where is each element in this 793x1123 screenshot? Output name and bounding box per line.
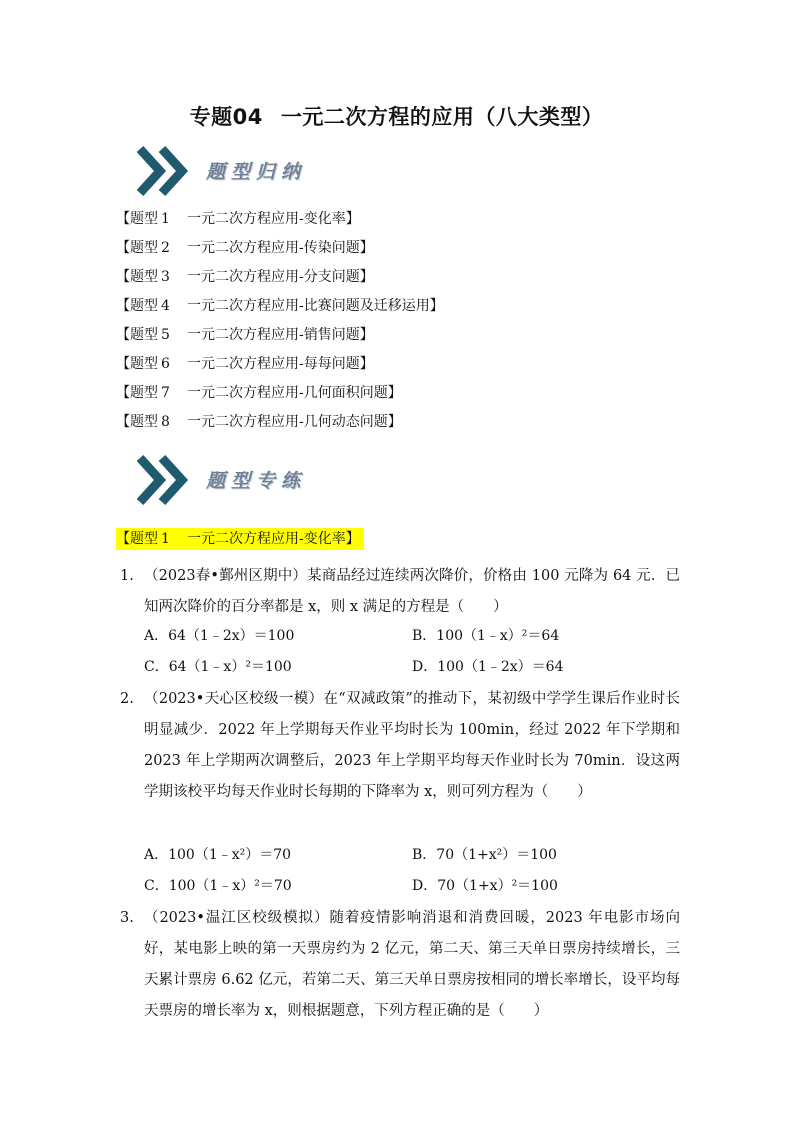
option-b: B．70（1+x²）＝100 xyxy=(412,847,557,863)
page-title xyxy=(0,101,793,131)
topic-item: 【题型 5 一元二次方程应用-销售问题】 xyxy=(116,327,374,343)
section-banner-practice xyxy=(136,452,336,508)
double-chevron-icon xyxy=(136,452,196,508)
question-stem: （2023春•鄞州区期中）某商品经过连续两次降价，价格由 100 元降为 64 元．已知两次降价的百分率都是 x，则 x 满足的方程是（ ） xyxy=(144,568,680,615)
question-stem: （2023•天心区校级一模）在“双减政策”的推动下，某初级中学学生课后作业时长明显减少．2022 年上学期每天作业平均时长为 100min，经过 2022 年下学期和 2023 年上学期两次调整后，2023 年上学期平均每天作业时长为 70min．设这两学期该校平均每天作业时长每期的下降率为 x，则可列方程为（ ） xyxy=(144,691,680,800)
section-heading: 【题型 1 一元二次方程应用-变化率】 xyxy=(116,528,364,550)
option-a: A．100（1﹣x²）＝70 xyxy=(144,847,292,863)
banner-label: 题型归纳 xyxy=(206,161,307,183)
section-banner-summary xyxy=(136,143,336,199)
option-c: C．100（1﹣x）²＝70 xyxy=(144,878,292,894)
question-number: 1. xyxy=(120,568,134,584)
topic-list xyxy=(116,205,444,437)
question-stem: （2023•温江区校级模拟）随着疫情影响消退和消费回暖，2023 年电影市场向好，某电影上映的第一天票房约为 2 亿元，第二天、第三天单日票房持续增长，三天累计票房 6.62 亿元，若第二天、第三天单日票房按相同的增长率增长，设平均每天票房的增长率为 x，则根据题意，下列方程正确的是（ ） xyxy=(144,910,680,1019)
title-main: 专题04 xyxy=(189,105,263,129)
banner-label: 题型专练 xyxy=(206,470,307,492)
topic-item: 【题型 6 一元二次方程应用-每每问题】 xyxy=(116,356,374,372)
option-b: B．100（1﹣x）²＝64 xyxy=(412,628,560,644)
title-sub: 一元二次方程的应用（八大类型） xyxy=(280,105,604,129)
question-1 xyxy=(120,561,680,623)
topic-item: 【题型 3 一元二次方程应用-分支问题】 xyxy=(116,269,374,285)
question-3 xyxy=(120,903,680,1027)
topic-item: 【题型 8 一元二次方程应用-几何动态问题】 xyxy=(116,414,402,430)
topic-item: 【题型 7 一元二次方程应用-几何面积问题】 xyxy=(116,385,402,401)
option-a: A．64（1﹣2x）＝100 xyxy=(144,628,295,644)
question-2 xyxy=(120,684,680,808)
question-number: 2. xyxy=(120,691,134,707)
double-chevron-icon xyxy=(136,143,196,199)
option-c: C．64（1﹣x）²＝100 xyxy=(144,659,292,675)
option-d: D．70（1+x）²＝100 xyxy=(412,878,558,894)
question-number: 3. xyxy=(120,910,134,926)
option-d: D．100（1﹣2x）＝64 xyxy=(412,659,564,675)
topic-item: 【题型 4 一元二次方程应用-比赛问题及迁移运用】 xyxy=(116,298,444,314)
topic-item: 【题型 2 一元二次方程应用-传染问题】 xyxy=(116,240,374,256)
topic-item: 【题型 1 一元二次方程应用-变化率】 xyxy=(116,211,360,227)
